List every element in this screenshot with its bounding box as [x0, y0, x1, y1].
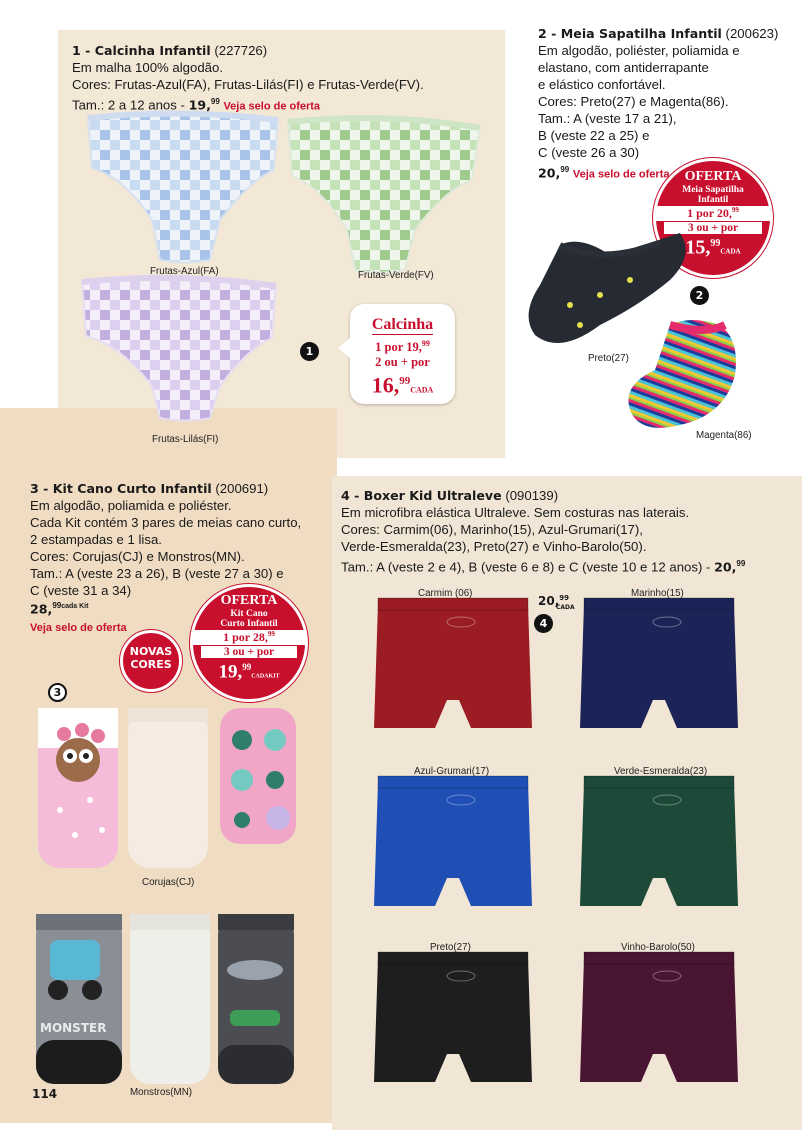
sock-monster-dark: [218, 914, 294, 1084]
caption-frutas-verde: Frutas-Verde(FV): [358, 270, 434, 281]
boxer-azul-grumari: [374, 776, 532, 906]
sock-monster-text: MONSTER: [40, 1021, 107, 1035]
marker-3: 3: [48, 683, 67, 702]
sock-coruja-owls: [220, 708, 296, 844]
kit-cano-description: 3 - Kit Cano Curto Infantil (200691) Em algodão, poliamida e poliéster. Cada Kit contém 3 pares de meias cano curto, 2 estampadas e 1 lisa. Cores: Corujas(CJ) e Monstros(MN). Tam.: A (veste 23 a 26), B (veste 27 a 30) e C (veste 31 a 34) 28,$^{99cada Kit}$ Veja selo de oferta: [30, 481, 302, 635]
marker-4: 4: [534, 614, 553, 633]
caption-vinho-barolo: Vinho-Barolo(50): [621, 942, 695, 953]
boxer-vinho-barolo: [580, 952, 738, 1082]
boxer-images: [370, 590, 750, 1120]
caption-preto-boxer: Preto(27): [430, 942, 471, 953]
calcinha-green: [288, 118, 480, 272]
boxer-carmim: [374, 598, 532, 728]
caption-preto: Preto(27): [588, 353, 629, 364]
sock-monster-grey: [36, 914, 122, 1084]
calcinha-price-badge: Calcinha 1 por 19,99 2 ou + por 16,99CADA: [350, 304, 455, 404]
calcinha-description: 1 - Calcinha Infantil (227726) Em malha 100% algodão. Cores: Frutas-Azul(FA), Frutas-Lilás(FI) e Frutas-Verde(FV). Tam.: 2 a 12 anos - 19,99 Veja selo de oferta: [72, 43, 424, 113]
sock-coruja-pink: [38, 708, 118, 868]
sock-preto: [529, 233, 686, 343]
caption-frutas-azul: Frutas-Azul(FA): [150, 266, 219, 277]
calcinha-blue: [88, 113, 278, 262]
page-number: 114: [32, 1087, 58, 1101]
caption-carmim: Carmim (06): [418, 588, 473, 599]
kit-cano-offer-badge: OFERTA Kit Cano Curto Infantil 1 por 28,99 3 ou + por 19,99CADAKIT: [190, 584, 308, 702]
boxer-marinho: [580, 598, 738, 728]
caption-azul-grumari: Azul-Grumari(17): [414, 766, 490, 777]
sock-magenta: [628, 320, 736, 428]
caption-magenta: Magenta(86): [696, 430, 752, 441]
boxer-preto: [374, 952, 532, 1082]
caption-corujas: Corujas(CJ): [142, 877, 195, 888]
boxer-verde-esmeralda: [580, 776, 738, 906]
caption-frutas-lilas: Frutas-Lilás(FI): [152, 434, 219, 445]
caption-monstros: Monstros(MN): [130, 1087, 193, 1098]
caption-marinho: Marinho(15): [631, 588, 684, 599]
boxer-unit-price: 20,99 CADA: [538, 594, 575, 611]
meia-sapatilha-description: 2 - Meia Sapatilha Infantil (200623) Em algodão, poliéster, poliamida e elastano, com antiderrapante e elástico confortável. Cores: Preto(27) e Magenta(86). Tam.: A (veste 17 a 21), B (veste 22 a 25) e C (veste 26 a 30) 20,99 Veja selo de oferta: [538, 26, 779, 181]
calcinha-lilac: [82, 278, 276, 421]
sock-monster-white: [130, 914, 210, 1084]
novas-cores-badge: NOVAS CORES: [120, 630, 182, 692]
kit-cano-images: [30, 700, 300, 1090]
sock-coruja-cream: [128, 708, 208, 868]
marker-1: 1: [300, 342, 319, 361]
meia-sapatilha-offer-badge: OFERTA Meia Sapatilha Infantil 1 por 20,99 3 ou + por 15,99CADA: [653, 158, 773, 278]
boxer-description: 4 - Boxer Kid Ultraleve (090139) Em microfibra elástica Ultraleve. Sem costuras nas laterais. Cores: Carmim(06), Marinho(15), Azul-Grumari(17), Verde-Esmeralda(23), Preto(27) e Vinho-Barolo(50). Tam.: A (veste 2 e 4), B (veste 6 e 8) e C (veste 10 e 12 anos) - 20,99: [341, 488, 746, 575]
meia-sapatilha-images: [520, 225, 760, 445]
marker-2: 2: [690, 286, 709, 305]
caption-verde-esmeralda: Verde-Esmeralda(23): [614, 766, 708, 777]
